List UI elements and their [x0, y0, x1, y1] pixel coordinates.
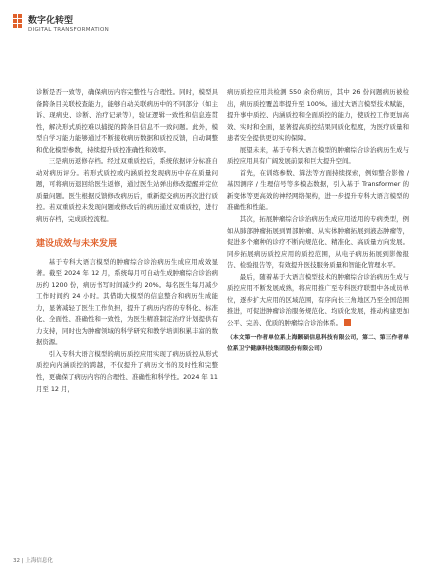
paragraph: 展望未来，基于专科大语言模型的肿瘤综合诊治病历生成与质控应用具有广阔发展前景和巨大提升空间。	[227, 145, 409, 166]
right-column	[227, 87, 409, 354]
author-affiliation-note: （本文第一作者单位系上海颢硕信息科技有限公司，第二、第三作者单位系卫宁健康科技集团股份有限公司）	[227, 335, 409, 352]
paragraph: 三是病历返修存档。经过双重质控后，系统依据评分标准自动对病历评分。若形式质控或内涵质控发现病历中存在质量问题，可将病历退回给医生返修，通过医生站弹出修改提醒并定位质量问题。医生根据反馈修改病历后，重新提交病历再次进行质控。若双重质控未发现问题或修改后的病历通过双重质控，进行病历存档，完成质控流程。	[36, 157, 218, 224]
paragraph: 诊断是否一致等，确保病历内容完整性与合理性。同时，模型具备跨条目关联校查能力，能够自动关联病历中的不同部分（如主诉、现病史、诊断、治疗记录等），验证逻辑一致性和信息连贯性，解决形式质控难以捕捉的跨条目信息不一致问题。此外，模型自学习能力能够通过不断接收病历数据和质控反馈，自动调整和优化模型参数，持续提升质控准确性和效率。	[36, 88, 218, 154]
section-heading: 建设成效与未来发展	[36, 238, 118, 249]
page-footer: 32 | 上海信息化	[13, 558, 53, 564]
paragraph-final	[227, 272, 409, 330]
section-title-header: 数字化转型	[28, 16, 74, 26]
paragraph: 首先，在训练参数、算法等方面持续探索，例如整合影像 / 基因测序 / 生理信号等多模态数据，引入基于 Transformer 的新变体等更高效的神经网络架构，进一步提升专科大语言模型的准确性和性能。	[227, 168, 409, 212]
end-mark-icon	[344, 319, 351, 326]
paragraph: 病历质控应用共检测 550 余份病历，其中 26 份问题病历被检出，病历质控覆盖率提升至 100%。通过大语言模型技术赋能，提升事中质控、内涵质控和全面质控的能力，使质控工作更加高效、实时和全面，显著提高质控结果同质化程度，为医疗质量和患者安全提供更切实的保障。	[227, 88, 409, 143]
section-logo-icon	[13, 14, 23, 38]
paragraph: 引入专科大语言模型的病历质控应用实现了病历质控从形式质控向内涵质控的跨越，不仅提升了病历文书的及时性和完整性，更确保了病历内容的合理性、准确性和科学性。2024 年 11 月至 12 月，	[36, 349, 218, 393]
left-column	[36, 87, 218, 395]
section-subtitle-header: DIGITAL TRANSFORMATION	[28, 27, 109, 33]
paragraph: 基于专科大语言模型的肿瘤综合诊治病历生成应用成效显著。截至 2024 年 12 月，系统每月可自动生成肿瘤综合诊治病历约 1200 份，病历书写时间减少约 20%。每名医生每月减少工作时间约 24 小时。其借助大模型的信息整合和病历生成能力，显著减轻了医生工作负担，提升了病历内容的专科化、标准化、全面性、准确性和一致性，为医生精准制定治疗计划提供有力支持，同时也为肿瘤领域的科学研究和教学培训积累丰富的数据资源。	[36, 257, 218, 347]
paragraph-text: 最后，随着基于大语言模型技术的肿瘤综合诊治病历生成与质控应用不断发展成熟，将应用推广至专科医疗联盟中各成员单位，逐步扩大应用的区域范围，有序向长三角地区乃至全国范围推进，可促进肿瘤诊治服务规范化、均质化发展，推动构建更加公平、完善、优质的肿瘤综合诊治体系。	[227, 272, 409, 327]
paragraph: 其次，拓展肿瘤综合诊治病历生成应用适用的专病类型，例如从肺部肿瘤拓展到胃部肿瘤、从实体肿瘤拓展到液态肿瘤等，促进多个瘤种的诊疗不断向规范化、精准化、高质量方向发展。同步拓展病历质控应用的质控范围，从电子病历拓展到影像报告、检验报告等，有效提升医技服务质量和智能化管理水平。	[227, 215, 409, 270]
